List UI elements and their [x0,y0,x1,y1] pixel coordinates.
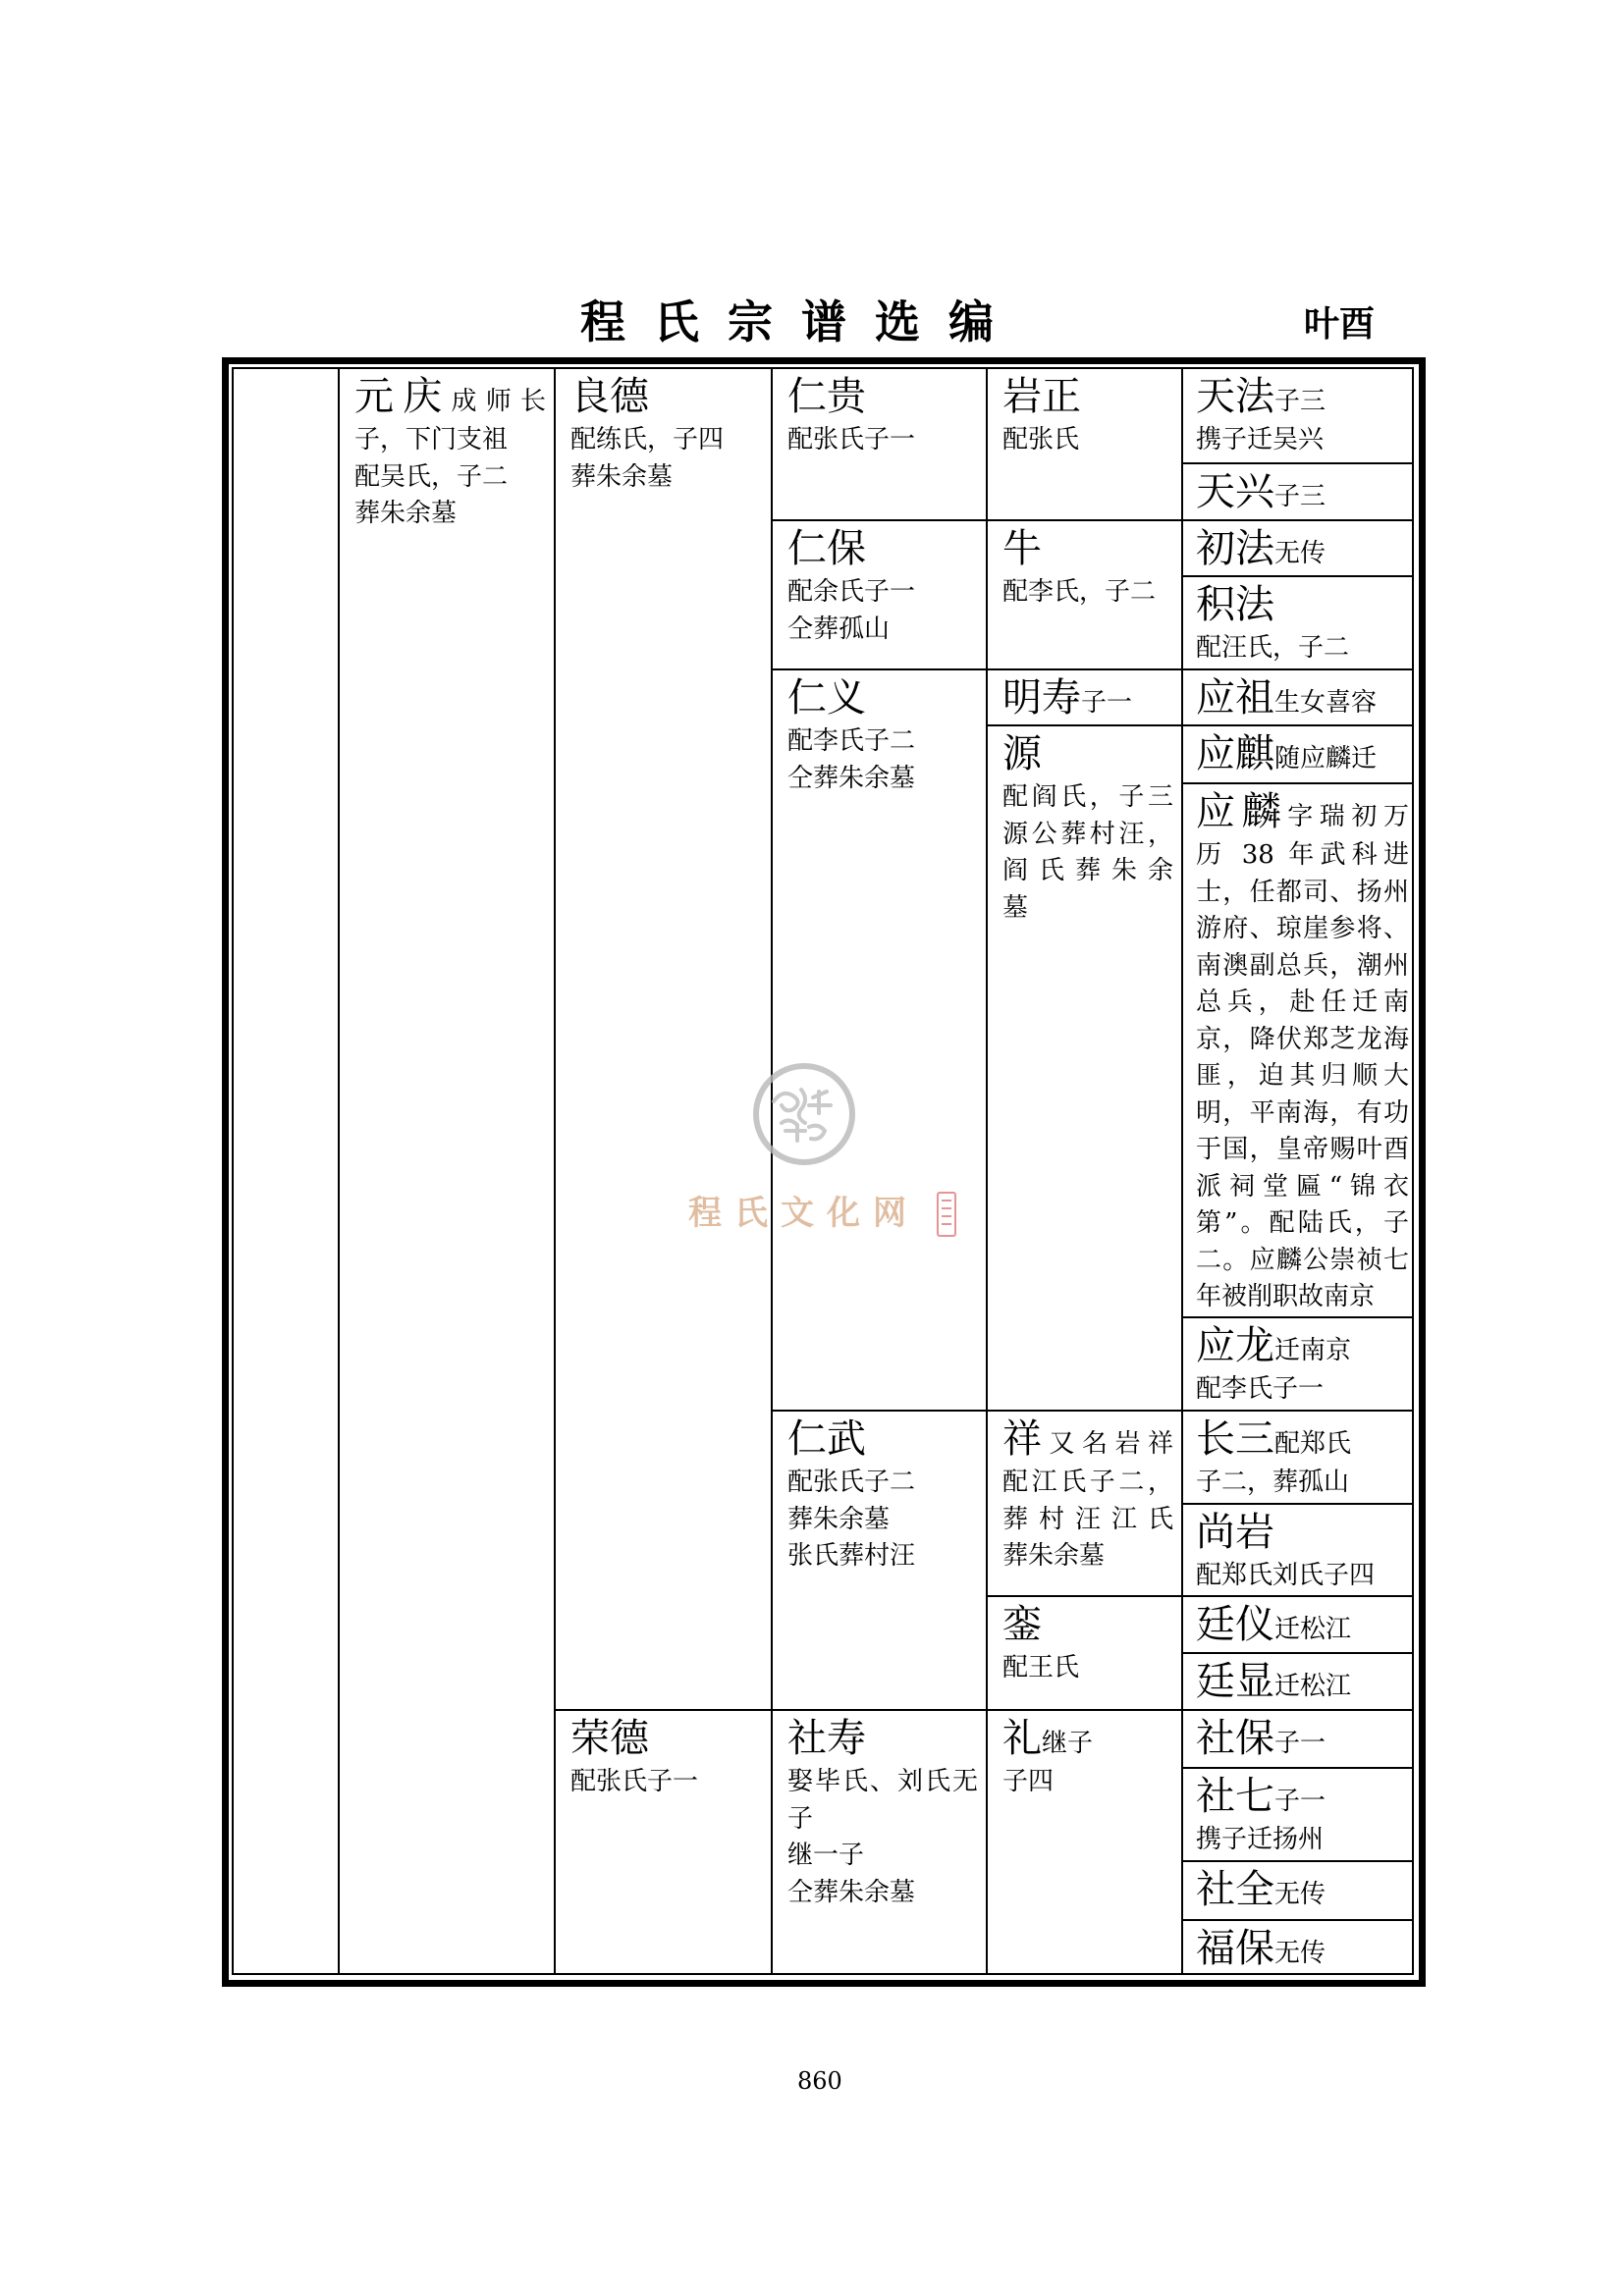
person-name-line [1196,1774,1409,1822]
person-cell [1181,367,1414,462]
person-name: 天兴 [1196,469,1274,514]
person-cell [986,1595,1181,1709]
person-text-line: 葬朱余墓 [570,461,674,492]
person-name-line [1002,526,1173,574]
person-name: 福保 [1196,1926,1274,1971]
person-name-line [1196,1926,1409,1974]
person-name-line [1196,731,1409,779]
person-text-line: 仝葬孤山 [787,614,891,644]
person-name: 元庆 [354,374,452,419]
person-name-line [787,526,978,574]
person-name-line [570,1716,763,1764]
person-cell [1181,1767,1414,1860]
person-note: 又名岩祥 [1049,1429,1173,1459]
person-cell [1181,1316,1414,1410]
watermark-seal-logo [752,1062,856,1166]
person-text-line: 配李氏子一 [1196,1374,1325,1404]
person-name-line [1196,1602,1409,1650]
person-name: 荣德 [570,1716,649,1761]
person-cell [1181,575,1414,668]
person-note-line: 历 38 年武科进 [1196,840,1409,870]
person-name: 应麟 [1196,789,1288,834]
person-note: 配郑氏 [1274,1429,1352,1459]
person-name: 积法 [1196,582,1274,627]
person-text-line: 携子迁扬州 [1196,1825,1325,1854]
person-name: 应龙 [1196,1323,1274,1368]
person-name-line [1196,1510,1409,1558]
person-note: 迁松江 [1274,1672,1352,1701]
person-note-line: 葬村汪江氏 [1002,1504,1173,1534]
person-name: 廷仪 [1196,1602,1274,1647]
person-name: 尚岩 [1196,1510,1274,1555]
person-note-line: 葬朱余墓 [1002,1541,1106,1571]
genealogy-table [232,367,1414,1975]
person-name-line [1196,582,1409,630]
person-text-line: 仝葬朱余墓 [787,763,916,793]
person-text-line: 配练氏，子四 [570,425,725,454]
person-name-line [354,374,546,422]
person-note: 子一 [1081,688,1133,718]
person-cell [771,519,986,668]
person-name: 应麒 [1196,731,1274,776]
person-cell [1181,1860,1414,1919]
person-text-line: 源公葬村汪， [1002,819,1173,849]
person-name: 社七 [1196,1774,1274,1819]
person-note: 无传 [1274,1880,1326,1909]
person-text-line: 配阎氏，子三 [1002,782,1173,812]
person-text-line: 配李氏子二 [787,726,916,756]
person-note: 无传 [1274,539,1326,568]
person-note: 随应麟迁 [1274,744,1378,774]
person-note: 子三 [1274,387,1326,416]
person-name: 礼 [1002,1716,1042,1761]
person-cell [1181,782,1414,1316]
person-name-line [1002,675,1173,723]
person-name: 社全 [1196,1867,1274,1912]
person-name-line [1196,1716,1409,1764]
person-name-line [1002,731,1173,779]
person-note: 无传 [1274,1939,1326,1968]
person-cell [771,367,986,519]
person-text-line: 配王氏 [1002,1653,1080,1682]
person-cell [1181,1709,1414,1767]
person-cell [986,367,1181,519]
person-cell [771,1709,986,1975]
person-name-line [1196,526,1409,574]
person-cell [771,1410,986,1709]
person-note-line: 南澳副总兵，潮州 [1196,950,1409,981]
person-text-line: 配张氏子二 [787,1468,916,1497]
person-cell [1181,1919,1414,1975]
person-cell [1181,1503,1414,1595]
person-name-line [787,675,978,723]
person-cell [554,367,771,1709]
person-text-line: 张氏葬村汪 [787,1541,916,1571]
person-text-line: 墓 [1002,892,1029,923]
person-note-line: 京，降伏郑芝龙海 [1196,1024,1409,1054]
person-note: 迁松江 [1274,1615,1352,1644]
person-name-line [1002,1602,1173,1650]
person-cell [554,1709,771,1975]
person-text-line: 配张氏子一 [570,1767,699,1796]
person-text-line: 配余氏子一 [787,577,916,607]
person-text-line: 携子迁吴兴 [1196,425,1325,454]
person-name: 祥 [1002,1416,1050,1462]
person-text-line: 子 [787,1803,814,1834]
person-text-line: 娶毕氏、刘氏无 [787,1767,978,1796]
person-cell [986,724,1181,1410]
person-name: 銮 [1002,1602,1042,1647]
person-text-line: 葬朱余墓 [354,499,458,528]
person-name-line [1196,675,1409,723]
person-text-line: 配李氏，子二 [1002,577,1157,607]
person-text-line: 葬朱余墓 [787,1504,891,1534]
person-name: 仁贵 [787,374,866,419]
person-name: 良德 [570,374,649,419]
person-name: 应祖 [1196,675,1274,721]
person-text-line: 配吴氏，子二 [354,461,509,492]
person-name: 源 [1002,731,1042,776]
person-name: 仁武 [787,1416,866,1462]
person-name-line [787,1416,978,1465]
branch-name: 叶酉 [1304,304,1376,345]
person-text-line: 配张氏 [1002,425,1080,454]
person-note-line: 于国，皇帝赐叶酉 [1196,1135,1409,1164]
person-name-line [1196,1659,1409,1707]
person-name-line [1196,1323,1409,1371]
person-name-line [787,1716,978,1764]
person-text-line: 继一子 [787,1841,865,1870]
person-name-line [1196,1416,1409,1465]
person-name-line [787,374,978,422]
person-name: 岩正 [1002,374,1081,419]
person-cell [986,668,1181,724]
person-note: 继子 [1042,1729,1094,1758]
document-title: 程氏宗谱选编 [580,295,1022,348]
person-note-line: 士，任都司、扬州 [1196,877,1409,907]
person-cell [986,1709,1181,1975]
person-name: 廷显 [1196,1659,1274,1704]
person-cell [1181,668,1414,724]
person-name: 明寿 [1002,675,1081,721]
person-note-line: 游府、琼崖参将、 [1196,914,1409,943]
person-cell [771,668,986,1410]
person-text-line: 子二，葬孤山 [1196,1468,1350,1497]
person-note-line: 第”。配陆氏，子 [1196,1208,1409,1238]
person-cell [1181,1595,1414,1652]
person-note-line: 派祠堂匾“锦衣 [1196,1171,1409,1201]
person-cell [1181,1652,1414,1709]
person-text-line: 配汪氏，子二 [1196,633,1350,663]
person-name-line [570,374,763,422]
person-name: 仁保 [787,526,866,571]
person-note: 字瑞初万 [1287,802,1409,831]
person-cell [1181,462,1414,519]
person-name-line [1196,1867,1409,1915]
person-name: 天法 [1196,374,1274,419]
person-cell [986,1410,1181,1595]
person-cell [1181,724,1414,782]
person-name-line [1002,1716,1173,1764]
person-note-line: 匪，迫其归顺大 [1196,1061,1409,1091]
person-text-line: 配张氏子一 [787,425,916,454]
person-name-line [1196,374,1409,422]
person-note: 成师长 [451,387,546,416]
person-text-line: 仝葬朱余墓 [787,1877,916,1907]
person-text-line: 阎氏葬朱余 [1002,856,1173,885]
person-note: 生女喜容 [1274,688,1378,718]
person-text-line: 配郑氏刘氏子四 [1196,1561,1376,1590]
person-note-line: 总兵，赴任迁南 [1196,988,1409,1017]
person-name: 仁义 [787,675,866,721]
person-note: 子一 [1274,1787,1326,1816]
person-cell [1181,519,1414,575]
person-note-line: 二。应麟公崇祯七 [1196,1245,1409,1275]
person-name-line [1196,469,1409,517]
person-text-line: 子四 [1002,1767,1055,1796]
person-note-line: 子，下门支祖 [354,425,509,454]
person-name-line [1196,789,1409,837]
person-name: 长三 [1196,1416,1274,1462]
person-note-line: 配江氏子二， [1002,1468,1173,1497]
person-note: 子三 [1274,482,1326,511]
person-cell [338,367,554,1975]
person-name: 牛 [1002,526,1042,571]
person-name-line [1002,374,1173,422]
watermark-stamp [937,1192,956,1237]
person-note-line: 年被削职故南京 [1196,1282,1376,1311]
person-cell [1181,1410,1414,1503]
watermark-text: 程氏文化网 [688,1194,919,1233]
page-number: 860 [797,2067,842,2095]
person-name: 社寿 [787,1716,866,1761]
person-note-line: 明，平南海，有功 [1196,1097,1409,1128]
person-cell [986,519,1181,668]
person-name-line [1002,1416,1173,1465]
person-note: 迁南京 [1274,1336,1352,1365]
person-note: 子一 [1274,1729,1326,1758]
person-name: 初法 [1196,526,1274,571]
person-name: 社保 [1196,1716,1274,1761]
